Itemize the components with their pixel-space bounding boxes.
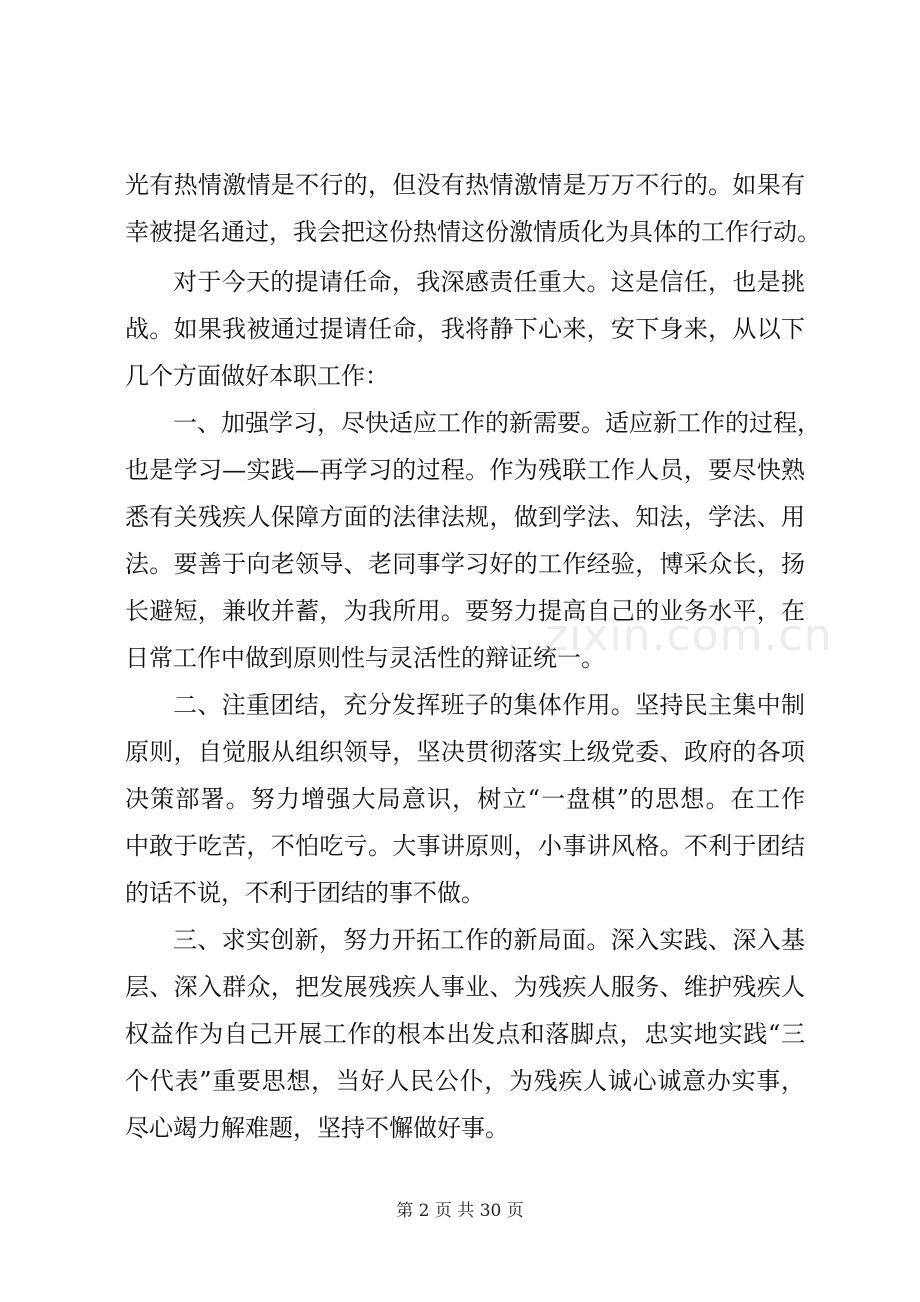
text-line: 的话不说，不利于团结的事不做。	[125, 879, 485, 907]
paragraph-first-line: 对于今天的提请任命，我深感责任重大。这是信任，也是挑	[173, 268, 805, 296]
text-line: 幸被提名通过，我会把这份热情这份激情质化为具体的工作行动。	[125, 218, 821, 246]
text-line: 光有热情激情是不行的，但没有热情激情是万万不行的。如果有	[125, 171, 805, 199]
text-line: 长避短，兼收并蓄，为我所用。要努力提高自己的业务水平，在	[125, 597, 805, 625]
page-footer: 第 2 页 共 30 页	[396, 1201, 524, 1221]
text-line: 层、深入群众，把发展残疾人事业、为残疾人服务、维护残疾人	[125, 973, 805, 1001]
text-line: 悉有关残疾人保障方面的法律法规，做到学法、知法，学法、用	[125, 503, 805, 531]
text-line: 日常工作中做到原则性与灵活性的辩证统一。	[125, 644, 605, 672]
paragraph-first-line: 二、注重团结，充分发挥班子的集体作用。坚持民主集中制	[173, 691, 805, 719]
paragraph-first-line: 一、加强学习，尽快适应工作的新需要。适应新工作的过程，	[173, 409, 821, 437]
text-line: 法。要善于向老领导、老同事学习好的工作经验，博采众长，扬	[125, 550, 805, 578]
text-line: 个代表”重要思想，当好人民公仆，为残疾人诚心诚意办实事，	[125, 1067, 805, 1095]
text-line: 战。如果我被通过提请任命，我将静下心来，安下身来，从以下	[125, 315, 805, 343]
text-line: 原则，自觉服从组织领导，坚决贯彻落实上级党委、政府的各项	[125, 738, 805, 766]
text-line: 几个方面做好本职工作：	[125, 362, 389, 390]
text-line: 中敢于吃苦，不怕吃亏。大事讲原则，小事讲风格。不利于团结	[125, 832, 805, 860]
watermark: zixin.com.cn	[545, 610, 833, 661]
text-line: 也是学习—实践—再学习的过程。作为残联工作人员，要尽快熟	[125, 456, 805, 484]
text-line: 尽心竭力解难题，坚持不懈做好事。	[125, 1114, 509, 1142]
text-line: 决策部署。努力增强大局意识，树立“一盘棋”的思想。在工作	[125, 785, 805, 813]
text-line: 权益作为自己开展工作的根本出发点和落脚点，忠实地实践“三	[125, 1020, 805, 1048]
paragraph-first-line: 三、求实创新，努力开拓工作的新局面。深入实践、深入基	[173, 926, 805, 954]
